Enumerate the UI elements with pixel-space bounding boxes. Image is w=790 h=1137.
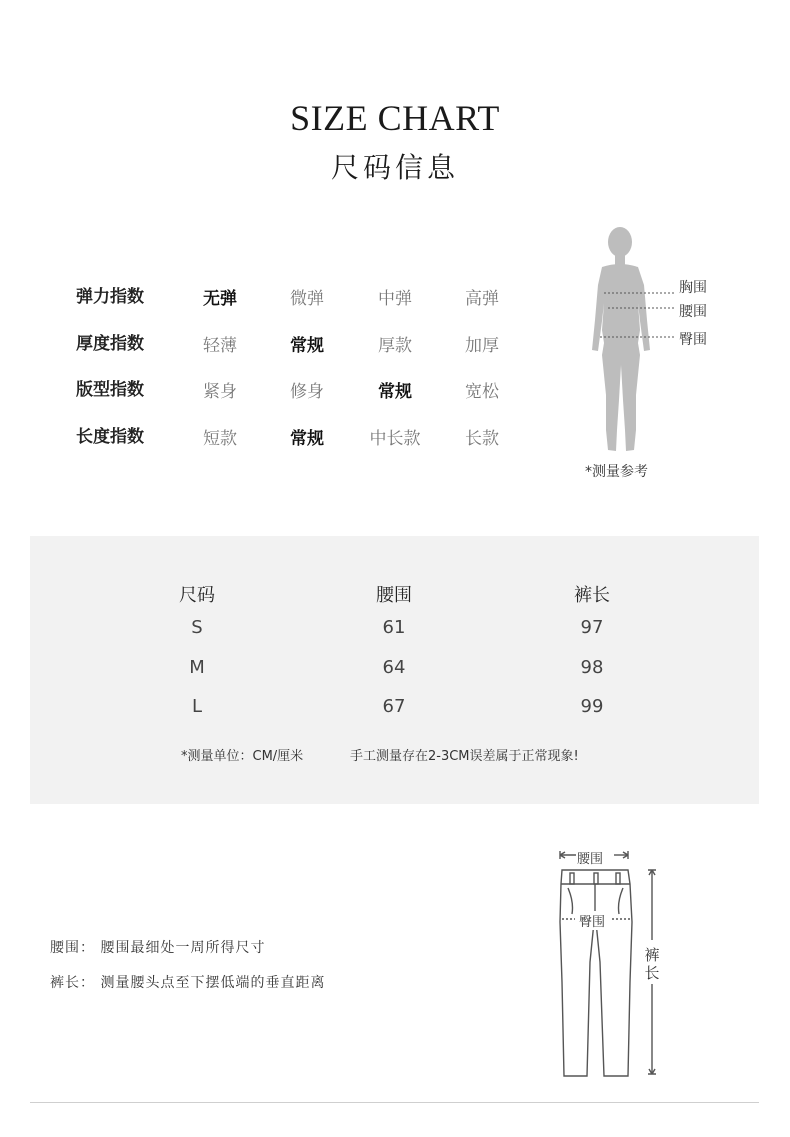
- figure-label-hip: 臀围: [679, 332, 707, 348]
- attr-label-thickness: 厚度指数: [76, 334, 144, 354]
- table-header-size: 尺码: [179, 585, 215, 606]
- table-cell: S: [191, 617, 203, 638]
- attr-option: 中长款: [369, 429, 421, 449]
- desc-length: 裤长： 测量腰头点至下摆低端的垂直距离: [50, 975, 326, 991]
- attr-option: 短款: [203, 429, 237, 449]
- attr-option: 高弹: [465, 289, 499, 309]
- table-cell: 67: [382, 696, 406, 717]
- table-cell: 97: [580, 617, 604, 638]
- table-cell: 98: [580, 657, 604, 678]
- attr-option: 厚款: [378, 336, 412, 356]
- attr-option: 长款: [465, 429, 499, 449]
- pants-label-waist: 腰围: [576, 848, 604, 867]
- attr-option: 轻薄: [203, 336, 237, 356]
- size-chart-title: SIZE CHART: [290, 98, 500, 138]
- bottom-divider: [30, 1102, 759, 1103]
- pants-label-hip: 臀围: [578, 911, 606, 930]
- body-figure-icon: [580, 225, 680, 457]
- size-chart-subtitle: 尺码信息: [330, 151, 459, 184]
- attr-option: 宽松: [465, 382, 499, 402]
- table-header-length: 裤长: [574, 585, 610, 606]
- figure-label-chest: 胸围: [679, 280, 707, 296]
- attr-option: 无弹: [203, 289, 237, 309]
- attr-option: 常规: [378, 382, 412, 402]
- attr-label-fit: 版型指数: [76, 380, 144, 400]
- table-note-unit: *测量单位：CM/厘米: [181, 749, 304, 764]
- figure-label-waist: 腰围: [679, 304, 707, 320]
- attr-option: 常规: [290, 336, 324, 356]
- table-cell: 64: [382, 657, 406, 678]
- table-cell: M: [189, 657, 205, 678]
- attr-option: 紧身: [203, 382, 237, 402]
- attr-label-stretch: 弹力指数: [76, 287, 144, 307]
- attr-option: 修身: [290, 382, 324, 402]
- desc-waist: 腰围： 腰围最细处一周所得尺寸: [50, 940, 266, 956]
- figure-caption: *测量参考: [585, 464, 648, 480]
- table-cell: L: [191, 696, 203, 717]
- pants-label-length: 裤长: [644, 946, 660, 982]
- attr-option: 加厚: [465, 336, 499, 356]
- attr-option: 常规: [290, 429, 324, 449]
- table-cell: 61: [382, 617, 406, 638]
- attr-option: 中弹: [378, 289, 412, 309]
- table-cell: 99: [580, 696, 604, 717]
- table-header-waist: 腰围: [376, 585, 412, 606]
- table-note-error: 手工测量存在2-3CM误差属于正常现象!: [350, 749, 579, 764]
- attr-option: 微弹: [290, 289, 324, 309]
- attr-label-length: 长度指数: [76, 427, 144, 447]
